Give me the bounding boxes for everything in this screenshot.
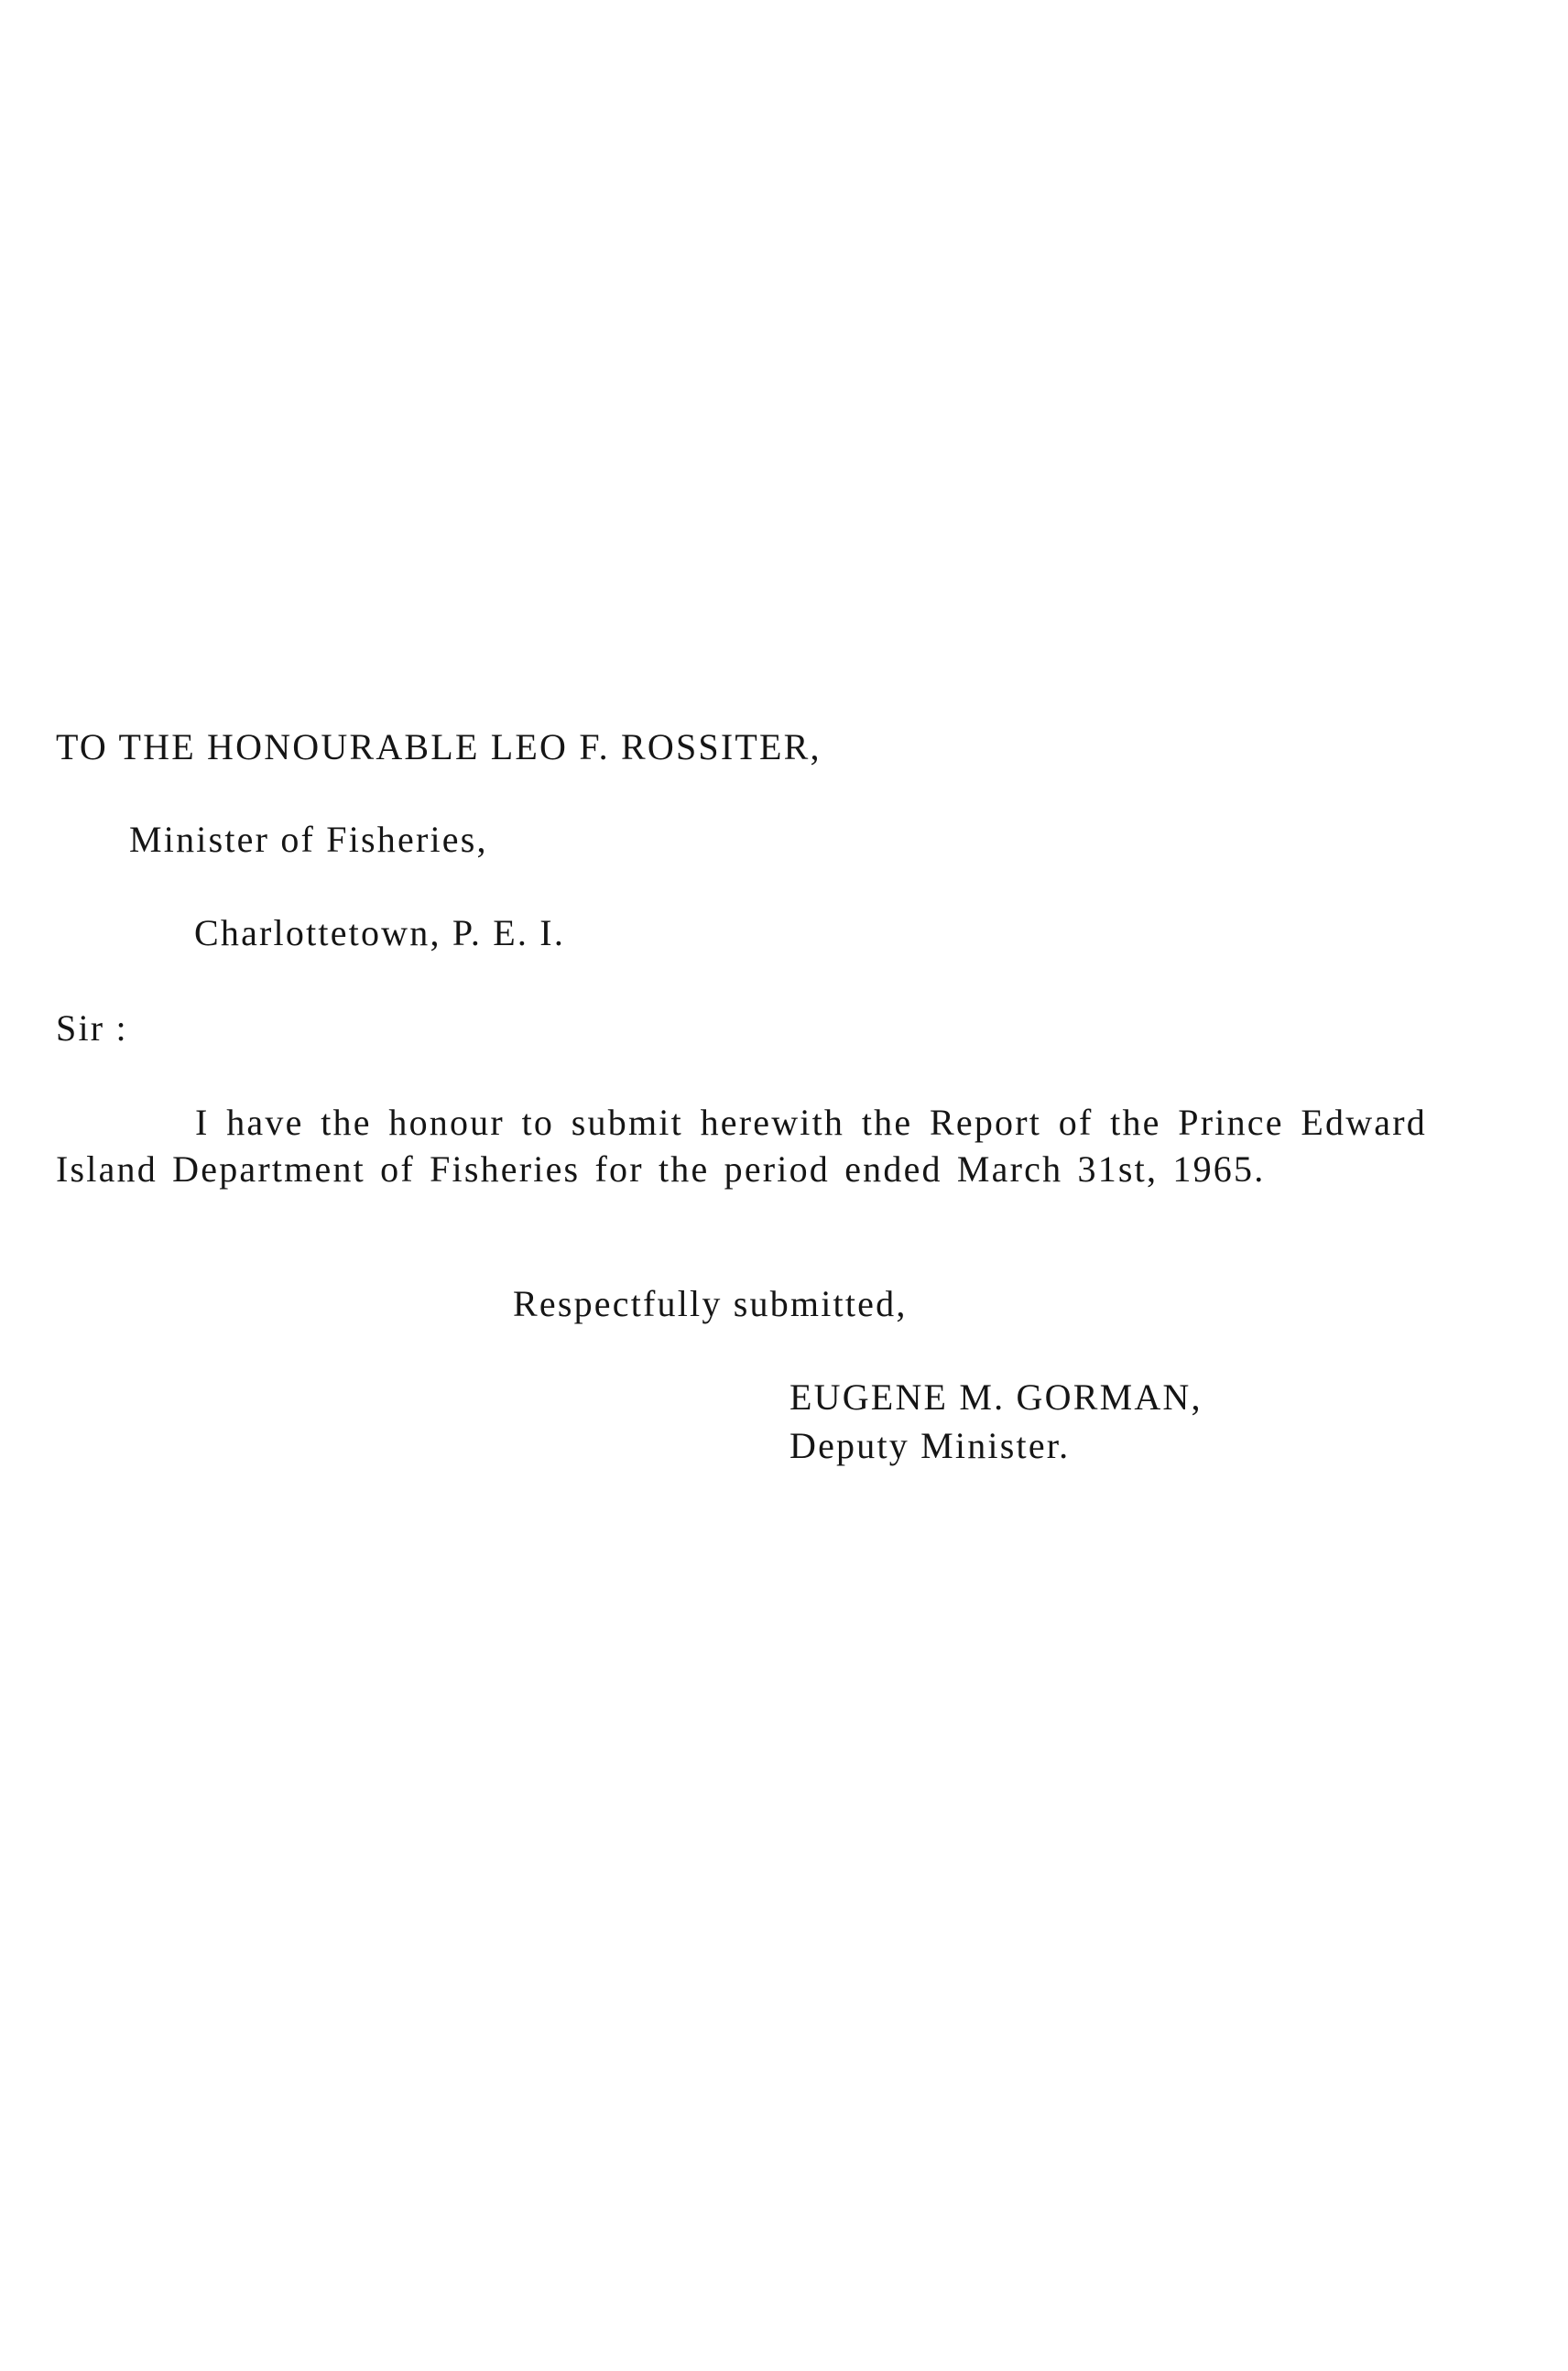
signer-name: EUGENE M. GORMAN, <box>789 1376 1203 1418</box>
closing: Respectfully submitted, <box>513 1283 908 1324</box>
letter-body: I have the honour to submit herewith the Report of the Prince Edward Island Department of Fisheries for the period ended March 31st, 1965. <box>56 1102 1427 1190</box>
salutation: Sir : <box>56 1007 128 1049</box>
signer-title: Deputy Minister. <box>789 1425 1071 1466</box>
addressee-title: Minister of Fisheries, <box>129 819 488 860</box>
addressee-line: TO THE HONOURABLE LEO F. ROSSITER, <box>56 726 822 767</box>
addressee-location: Charlottetown, P. E. I. <box>194 912 566 953</box>
